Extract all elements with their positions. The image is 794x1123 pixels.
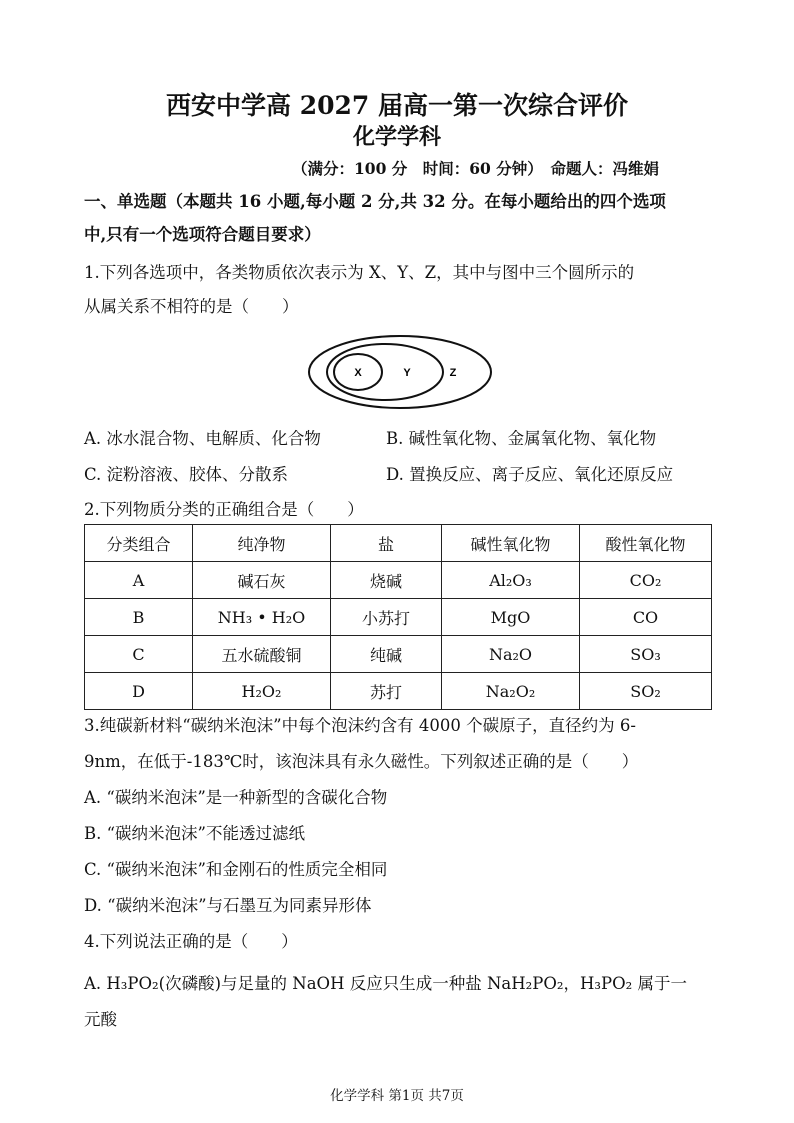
table-cell: H₂O₂ (193, 673, 331, 710)
header-cell: 盐 (331, 525, 442, 562)
label-x: X (354, 367, 362, 379)
table-cell: CO₂ (580, 562, 712, 599)
q3-stem-line1: 3.纯碳新材料“碳纳米泡沫”中每个泡沫约含有 4000 个碳原子，直径约为 6- (84, 716, 636, 735)
table-row (85, 673, 712, 710)
classification-table (84, 524, 712, 710)
table-cell: NH₃ • H₂O (193, 599, 331, 636)
table-cell: SO₂ (580, 673, 712, 710)
label-y: Y (403, 367, 411, 379)
table-cell: C (85, 636, 193, 673)
table-cell: 纯碱 (331, 636, 442, 673)
table-cell: 五水硫酸铜 (193, 636, 331, 673)
header-cell: 分类组合 (85, 525, 193, 562)
header-cell: 纯净物 (193, 525, 331, 562)
q2-stem: 2.下列物质分类的正确组合是（ ） (84, 500, 364, 519)
section-heading-line1: 一、单选题（本题共 16 小题,每小题 2 分,共 32 分。在每小题给出的四个选项 (84, 192, 666, 211)
table-cell: Na₂O₂ (442, 673, 580, 710)
header-cell: 碱性氧化物 (442, 525, 580, 562)
table-cell: SO₃ (580, 636, 712, 673)
table-cell: B (85, 599, 193, 636)
circle-y (327, 344, 443, 400)
table-cell: D (85, 673, 193, 710)
table-cell: CO (580, 599, 712, 636)
venn-diagram (305, 333, 495, 411)
table-cell: Na₂O (442, 636, 580, 673)
label-z: Z (449, 367, 457, 379)
table-header-row (85, 525, 712, 562)
table-cell: 烧碱 (331, 562, 442, 599)
q1-option-c: C. 淀粉溶液、胶体、分散系 (84, 465, 289, 484)
table-row (85, 562, 712, 599)
table-cell: 苏打 (331, 673, 442, 710)
q1-option-a: A. 冰水混合物、电解质、化合物 (84, 429, 321, 448)
table-cell: MgO (442, 599, 580, 636)
table-cell: Al₂O₃ (442, 562, 580, 599)
q3-option-b: B. “碳纳米泡沫”不能透过滤纸 (84, 824, 305, 843)
q1-option-d: D. 置换反应、离子反应、氧化还原反应 (386, 465, 674, 484)
circle-z (309, 336, 491, 408)
table-row (85, 636, 712, 673)
section-heading-line2: 中,只有一个选项符合题目要求） (84, 225, 321, 244)
exam-meta: （满分：100 分 时间：60 分钟） 命题人：冯维娟 (292, 159, 659, 178)
table-cell: A (85, 562, 193, 599)
q3-stem-line2: 9nm，在低于-183℃时，该泡沫具有永久磁性。下列叙述正确的是（ ） (84, 752, 639, 771)
q4-option-a-line2: 元酸 (84, 1010, 117, 1029)
page-footer: 化学学科 第1页 共7页 (330, 1088, 464, 1104)
subject-title: 化学学科 (352, 124, 441, 150)
q3-option-a: A. “碳纳米泡沫”是一种新型的含碳化合物 (84, 788, 388, 807)
table-cell: 小苏打 (331, 599, 442, 636)
q4-stem: 4.下列说法正确的是（ ） (84, 932, 298, 951)
header-cell: 酸性氧化物 (580, 525, 712, 562)
q1-stem-line2: 从属关系不相符的是（ ） (84, 297, 299, 316)
q4-option-a-line1: A. H₃PO₂(次磷酸)与足量的 NaOH 反应只生成一种盐 NaH₂PO₂，H₃PO₂ 属于一 (84, 974, 687, 993)
exam-title: 西安中学高 2027 届高一第一次综合评价 (166, 91, 628, 120)
q3-option-c: C. “碳纳米泡沫”和金刚石的性质完全相同 (84, 860, 388, 879)
q3-option-d: D. “碳纳米泡沫”与石墨互为同素异形体 (84, 896, 372, 915)
table-cell: 碱石灰 (193, 562, 331, 599)
q1-option-b: B. 碱性氧化物、金属氧化物、氧化物 (386, 429, 657, 448)
table-row (85, 599, 712, 636)
q1-stem-line1: 1.下列各选项中，各类物质依次表示为 X、Y、Z，其中与图中三个圆所示的 (84, 263, 635, 282)
